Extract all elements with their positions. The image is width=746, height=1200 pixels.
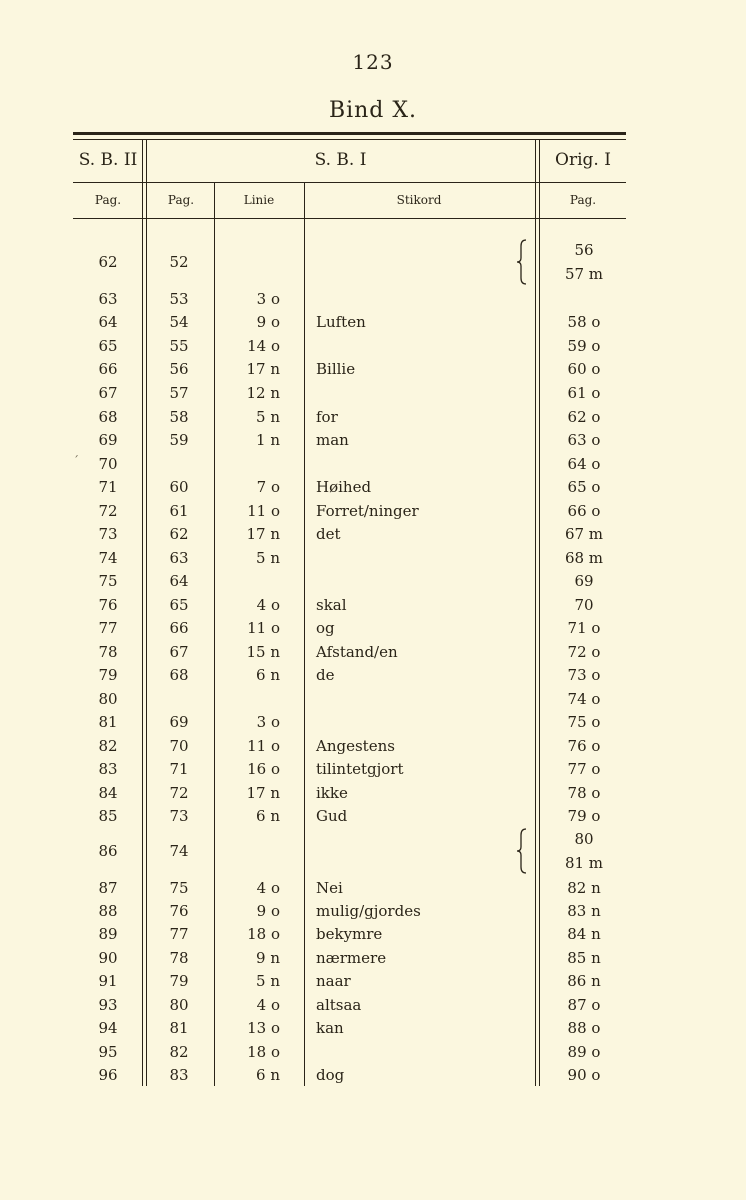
cell-sb1-stikord <box>316 711 531 733</box>
cell-orig-pag: 65 o <box>567 478 601 496</box>
cell-orig-pag: 78 o <box>567 784 601 802</box>
cell-sb1-stikord <box>316 1041 531 1063</box>
cell-sb2-pag: 88 <box>98 902 118 920</box>
cell-sb1-stikord <box>316 335 531 357</box>
header-sb1: S. B. I <box>314 150 367 170</box>
cell-sb1-linie: 6 n <box>256 1066 280 1084</box>
cell-sb2-pag: 90 <box>98 949 118 967</box>
cell-sb1-pag: 83 <box>169 1066 189 1084</box>
cell-sb2-pag: 72 <box>98 502 118 520</box>
stray-mark: ˊ <box>73 454 79 468</box>
cell-orig-pag <box>545 288 623 310</box>
table-row <box>0 288 746 310</box>
table-row <box>0 594 746 616</box>
cell-sb2-pag: 80 <box>98 690 118 708</box>
cell-sb1-stikord: det <box>316 525 341 543</box>
cell-sb1-linie: 11 o <box>247 619 280 637</box>
table-row <box>0 923 746 945</box>
cell-sb1-pag: 65 <box>169 596 189 614</box>
cell-sb1-linie: 1 n <box>256 431 280 449</box>
cell-sb1-stikord: for <box>316 408 338 426</box>
table-row <box>0 1041 746 1063</box>
cell-sb1-stikord <box>316 237 531 287</box>
table-row <box>0 900 746 922</box>
cell-sb2-pag: 71 <box>98 478 118 496</box>
cell-sb1-pag: 79 <box>169 972 189 990</box>
cell-orig-pag: 77 o <box>567 760 601 778</box>
subheader-sb1-pag: Pag. <box>167 193 195 207</box>
cell-orig-pag: 70 <box>574 596 594 614</box>
cell-sb1-pag: 67 <box>169 643 189 661</box>
cell-sb2-pag: 93 <box>98 996 118 1014</box>
table-row <box>0 570 746 592</box>
cell-sb1-pag: 72 <box>169 784 189 802</box>
table-row <box>0 453 746 475</box>
cell-sb2-pag: 73 <box>98 525 118 543</box>
cell-sb1-linie <box>218 826 280 876</box>
cell-sb1-stikord: Billie <box>316 360 356 378</box>
cell-orig-pag: 88 o <box>567 1019 601 1037</box>
cell-sb1-linie: 4 o <box>256 996 280 1014</box>
cell-sb2-pag: 87 <box>98 879 118 897</box>
cell-sb1-pag: 60 <box>169 478 189 496</box>
cell-sb2-pag: 81 <box>98 713 118 731</box>
cell-sb1-linie: 7 o <box>256 478 280 496</box>
cell-sb2-pag: 82 <box>98 737 118 755</box>
cell-sb1-pag: 69 <box>169 713 189 731</box>
cell-sb2-pag: 74 <box>98 549 118 567</box>
cell-orig-pag: 59 o <box>567 337 601 355</box>
cell-orig-pag: 63 o <box>567 431 601 449</box>
cell-sb1-pag: 70 <box>169 737 189 755</box>
cell-sb1-linie: 11 o <box>247 502 280 520</box>
cell-sb1-stikord <box>316 453 531 475</box>
cell-orig-pag: 60 o <box>567 360 601 378</box>
cell-sb1-stikord: skal <box>316 596 347 614</box>
cell-orig-pag: 80 <box>574 830 594 848</box>
table-row <box>0 782 746 804</box>
cell-sb1-pag: 68 <box>169 666 189 684</box>
table-row <box>0 664 746 686</box>
header-sb2: S. B. II <box>78 150 138 170</box>
table-row <box>0 826 746 876</box>
cell-sb2-pag: 91 <box>98 972 118 990</box>
cell-orig-pag: 82 n <box>567 879 601 897</box>
cell-sb1-pag: 52 <box>169 253 189 271</box>
cell-sb1-pag: 82 <box>169 1043 189 1061</box>
cell-orig-pag: 86 n <box>567 972 601 990</box>
table-row <box>0 429 746 451</box>
cell-sb2-pag: 86 <box>98 842 118 860</box>
cell-sb1-pag: 61 <box>169 502 189 520</box>
subheader-sb2-pag: Pag. <box>94 193 122 207</box>
table-row <box>0 688 746 710</box>
page-number: 123 <box>352 50 394 74</box>
cell-sb1-stikord <box>316 688 531 710</box>
cell-sb1-pag: 77 <box>169 925 189 943</box>
table-row <box>0 758 746 780</box>
volume-title: Bind X. <box>328 98 418 123</box>
cell-sb1-stikord: bekymre <box>316 925 383 943</box>
cell-orig-pag: 73 o <box>567 666 601 684</box>
cell-sb1-pag: 81 <box>169 1019 189 1037</box>
cell-sb1-stikord: tilintetgjort <box>316 760 404 778</box>
cell-orig-pag: 85 n <box>567 949 601 967</box>
cell-sb2-pag: 89 <box>98 925 118 943</box>
cell-orig-pag: 87 o <box>567 996 601 1014</box>
table-row <box>0 877 746 899</box>
subheader-sb1-linie: Linie <box>243 193 275 207</box>
cell-sb1-linie: 12 n <box>246 384 280 402</box>
cell-sb1-stikord: altsaa <box>316 996 362 1014</box>
table-row <box>0 947 746 969</box>
cell-sb2-pag: 65 <box>98 337 118 355</box>
cell-sb1-linie: 4 o <box>256 879 280 897</box>
cell-sb1-pag: 53 <box>169 290 189 308</box>
cell-sb1-linie: 17 n <box>246 784 280 802</box>
cell-sb1-stikord: dog <box>316 1066 345 1084</box>
cell-sb1-pag <box>148 453 210 475</box>
cell-sb1-pag: 73 <box>169 807 189 825</box>
cell-sb2-pag: 69 <box>98 431 118 449</box>
cell-sb1-linie: 11 o <box>247 737 280 755</box>
cell-sb1-stikord: mulig/gjordes <box>316 902 421 920</box>
cell-sb1-stikord <box>316 288 531 310</box>
table-row <box>0 335 746 357</box>
cell-sb1-pag: 56 <box>169 360 189 378</box>
cell-sb1-stikord: Nei <box>316 879 343 897</box>
cell-sb1-stikord: Luften <box>316 313 366 331</box>
cell-orig-pag: 56 <box>574 241 594 259</box>
table-row <box>0 476 746 498</box>
top-rule-thick <box>73 132 626 135</box>
cell-sb1-pag: 80 <box>169 996 189 1014</box>
cell-sb1-linie: 3 o <box>256 290 280 308</box>
cell-sb1-pag: 63 <box>169 549 189 567</box>
cell-sb2-pag: 63 <box>98 290 118 308</box>
cell-orig-pag: 66 o <box>567 502 601 520</box>
cell-sb1-pag: 78 <box>169 949 189 967</box>
table-row <box>0 617 746 639</box>
cell-sb1-stikord: de <box>316 666 335 684</box>
cell-sb1-pag <box>148 688 210 710</box>
cell-sb1-linie: 17 n <box>246 525 280 543</box>
table-row <box>0 406 746 428</box>
cell-orig-pag: 76 o <box>567 737 601 755</box>
cell-sb1-pag: 75 <box>169 879 189 897</box>
cell-orig-pag-2: 81 m <box>564 854 604 872</box>
cell-sb1-pag: 74 <box>169 842 189 860</box>
cell-sb1-linie: 15 n <box>246 643 280 661</box>
table-row <box>0 994 746 1016</box>
subheader-sb1-stikord: Stikord <box>396 193 442 207</box>
cell-orig-pag: 62 o <box>567 408 601 426</box>
table-row <box>0 358 746 380</box>
cell-orig-pag-2: 57 m <box>564 265 604 283</box>
cell-orig-pag: 64 o <box>567 455 601 473</box>
cell-sb1-stikord: Forret/ninger <box>316 502 419 520</box>
cell-sb1-stikord <box>316 547 531 569</box>
cell-orig-pag: 61 o <box>567 384 601 402</box>
cell-orig-pag: 83 n <box>567 902 601 920</box>
cell-sb1-linie: 9 n <box>256 949 280 967</box>
cell-sb2-pag: 84 <box>98 784 118 802</box>
cell-sb1-linie: 3 o <box>256 713 280 731</box>
cell-sb1-linie: 5 n <box>256 549 280 567</box>
cell-sb2-pag: 78 <box>98 643 118 661</box>
cell-sb1-linie: 4 o <box>256 596 280 614</box>
cell-sb1-linie <box>218 688 280 710</box>
cell-sb1-linie: 13 o <box>247 1019 280 1037</box>
cell-sb1-linie: 9 o <box>256 313 280 331</box>
cell-sb2-pag: 64 <box>98 313 118 331</box>
header-orig: Orig. I <box>555 150 611 170</box>
table-row <box>0 382 746 404</box>
cell-sb1-linie: 6 n <box>256 807 280 825</box>
cell-sb2-pag: 68 <box>98 408 118 426</box>
table-row <box>0 311 746 333</box>
cell-orig-pag: 71 o <box>567 619 601 637</box>
cell-orig-pag: 67 m <box>564 525 604 543</box>
table-row <box>0 970 746 992</box>
subheader-divider <box>73 218 626 219</box>
cell-sb1-linie: 18 o <box>247 925 280 943</box>
cell-sb1-stikord: Afstand/en <box>316 643 398 661</box>
cell-sb2-pag: 96 <box>98 1066 118 1084</box>
cell-orig-pag: 75 o <box>567 713 601 731</box>
cell-sb1-linie: 18 o <box>247 1043 280 1061</box>
cell-sb1-stikord: kan <box>316 1019 344 1037</box>
cell-orig-pag: 69 <box>574 572 594 590</box>
table-row <box>0 1017 746 1039</box>
cell-sb1-linie: 6 n <box>256 666 280 684</box>
cell-sb1-stikord: ikke <box>316 784 348 802</box>
cell-sb1-linie <box>218 453 280 475</box>
cell-orig-pag: 90 o <box>567 1066 601 1084</box>
cell-sb2-pag: 67 <box>98 384 118 402</box>
cell-sb1-pag: 71 <box>169 760 189 778</box>
cell-sb1-linie <box>218 237 280 287</box>
table-row <box>0 547 746 569</box>
cell-sb1-linie: 9 o <box>256 902 280 920</box>
cell-orig-pag: 74 o <box>567 690 601 708</box>
cell-sb1-pag: 62 <box>169 525 189 543</box>
table-row <box>0 500 746 522</box>
cell-sb1-stikord <box>316 826 531 876</box>
cell-sb2-pag: 76 <box>98 596 118 614</box>
curly-brace-icon <box>512 826 530 876</box>
cell-sb2-pag: 70 <box>98 455 118 473</box>
cell-sb1-stikord: naar <box>316 972 351 990</box>
table-row <box>0 805 746 827</box>
cell-sb2-pag: 66 <box>98 360 118 378</box>
cell-sb2-pag: 85 <box>98 807 118 825</box>
cell-sb1-stikord <box>316 570 531 592</box>
cell-sb1-pag: 66 <box>169 619 189 637</box>
cell-sb2-pag: 79 <box>98 666 118 684</box>
cell-sb2-pag: 95 <box>98 1043 118 1061</box>
cell-sb2-pag: 83 <box>98 760 118 778</box>
cell-sb2-pag: 75 <box>98 572 118 590</box>
table-row <box>0 237 746 287</box>
cell-sb1-stikord: man <box>316 431 349 449</box>
cell-sb1-pag: 58 <box>169 408 189 426</box>
cell-sb1-stikord: Angestens <box>316 737 395 755</box>
cell-sb1-pag: 76 <box>169 902 189 920</box>
cell-sb1-pag: 64 <box>169 572 189 590</box>
cell-sb1-pag: 54 <box>169 313 189 331</box>
cell-sb1-linie: 5 n <box>256 408 280 426</box>
top-rule-thin <box>73 139 626 140</box>
header-divider <box>73 182 626 183</box>
table-row <box>0 735 746 757</box>
curly-brace-icon <box>512 237 530 287</box>
table-row <box>0 641 746 663</box>
cell-sb1-stikord: nærmere <box>316 949 387 967</box>
cell-sb1-stikord: Gud <box>316 807 348 825</box>
cell-sb1-stikord <box>316 382 531 404</box>
table-row <box>0 1064 746 1086</box>
cell-sb1-pag: 59 <box>169 431 189 449</box>
cell-sb1-linie: 14 o <box>247 337 280 355</box>
table-row <box>0 711 746 733</box>
cell-sb1-linie: 17 n <box>246 360 280 378</box>
cell-orig-pag: 68 m <box>564 549 604 567</box>
cell-orig-pag: 72 o <box>567 643 601 661</box>
table-row <box>0 523 746 545</box>
cell-orig-pag: 58 o <box>567 313 601 331</box>
cell-orig-pag: 84 n <box>567 925 601 943</box>
cell-sb2-pag: 77 <box>98 619 118 637</box>
cell-sb1-pag: 57 <box>169 384 189 402</box>
cell-sb1-linie: 5 n <box>256 972 280 990</box>
cell-sb1-linie: 16 o <box>247 760 280 778</box>
cell-sb1-linie <box>218 570 280 592</box>
cell-sb2-pag: 94 <box>98 1019 118 1037</box>
cell-orig-pag: 79 o <box>567 807 601 825</box>
cell-sb2-pag: 62 <box>98 253 118 271</box>
cell-orig-pag: 89 o <box>567 1043 601 1061</box>
cell-sb1-stikord: og <box>316 619 335 637</box>
cell-sb1-stikord: Høihed <box>316 478 372 496</box>
subheader-orig-pag: Pag. <box>569 193 597 207</box>
cell-sb1-pag: 55 <box>169 337 189 355</box>
